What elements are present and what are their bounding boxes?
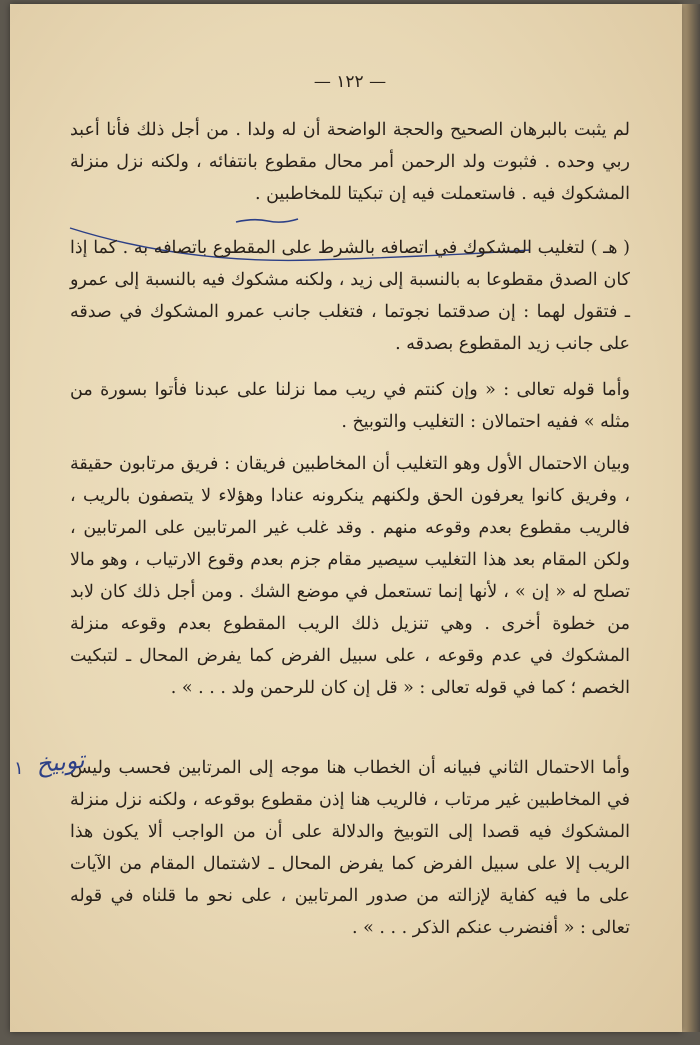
handwritten-margin-note: توبيخ — [34, 745, 86, 779]
margin-number: ١ — [14, 758, 24, 779]
page-edge — [682, 4, 700, 1032]
book-page — [10, 4, 682, 1032]
paragraph-3: وأما قوله تعالى : « وإن كنتم في ريب مما نزلنا على عبدنا فأتوا بسورة من مثله » ففيه احتمالان : التغليب والتوبيخ . — [70, 380, 630, 432]
paragraph-5: وأما الاحتمال الثاني فبيانه أن الخطاب هنا موجه إلى المرتابين فحسب وليس في المخاطبين غير مرتاب ، فالريب هنا إذن مقطوع بوقوعه ، ولكنه نزل منزلة المشكوك فيه قصدا إلى التوبيخ والدلالة على أن من الواجب ألا يكون هذا الريب إلا على سبيل الفرض كما يفرض المحال ـ لاشتمال المقام من الآيات على ما فيه كفاية لإزالته من صدور المرتابين ، على نحو ما قلناه في قوله تعالى : « أفنضرب عنكم الذكر . . . » . — [70, 758, 630, 938]
paragraph-2: ( هـ ) لتغليب المشكوك في اتصافه بالشرط على المقطوع باتصافه به . كما إذا كان الصدق مقطوعا به بالنسبة إلى زيد ، ولكنه مشكوك فيه بالنسبة إلى عمرو ـ فتقول لهما : إن صدقتما نجوتما ، فتغلب جانب عمرو المشكوك في صدقه على جانب زيد المقطوع بصدقه . — [70, 238, 630, 354]
paragraph-1: لم يثبت بالبرهان الصحيح والحجة الواضحة أن له ولدا . من أجل ذلك فأنا أعبد ربي وحده . فثبوت ولد الرحمن أمر محال مقطوع بانتفائه ، ولكنه نزل منزلة المشكوك فيه . فاستعملت فيه إن تبكيتا للمخاطبين . — [70, 120, 630, 204]
paragraph-4: وبيان الاحتمال الأول وهو التغليب أن المخاطبين فريقان : فريق مرتابون حقيقة ، وفريق كانوا يعرفون الحق ولكنهم ينكرونه عنادا وهؤلاء لا يتصفون بالريب ، فالريب مقطوع بعدم وقوعه منهم . وقد غلب غير المرتابين على المرتابين ، ولكن المقام بعد هذا التغليب سيصير مقام جزم بعدم وقوع الارتياب ، وهو مالا تصلح له « إن » ، لأنها إنما تستعمل في موضع الشك . ومن أجل ذلك كان لابد من خطوة أخرى . وهي تنزيل ذلك الريب المقطوع بعدم وقوعه منزلة المشكوك في عدم وقوعه ، على سبيل الفرض كما يفرض المحال ـ لتبكيت الخصم ؛ كما في قوله تعالى : « قل إن كان للرحمن ولد . . . » . — [70, 454, 630, 698]
page-number: — ١٢٢ — — [313, 72, 387, 92]
